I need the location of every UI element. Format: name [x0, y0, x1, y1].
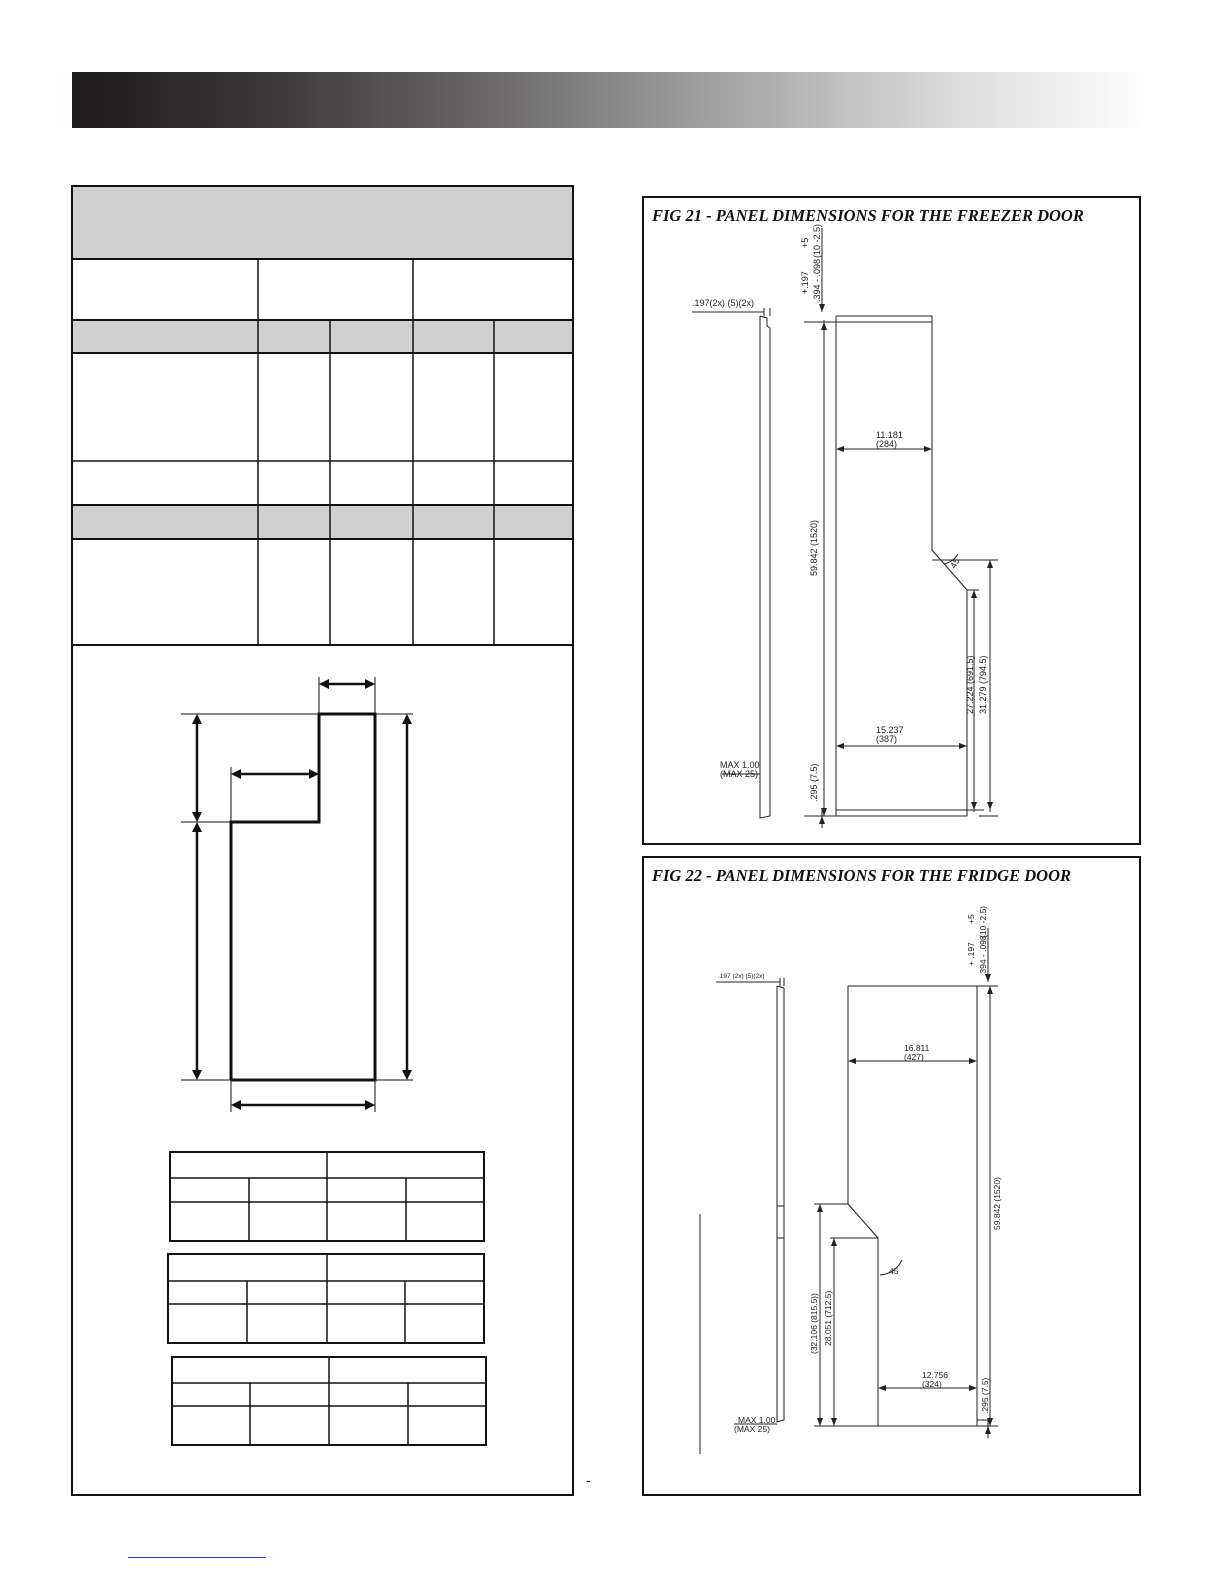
- fig22-width-upper-label: 16.811: [904, 1043, 930, 1053]
- fig21-max-label: MAX 1.00: [720, 760, 760, 770]
- section-header-bar: [72, 72, 1152, 128]
- table-title-row: [73, 187, 572, 259]
- fig21-height-lower-b-label: 31.279 (794.5): [978, 655, 988, 714]
- fig22-box: [642, 856, 1141, 1496]
- fig22-width-lower-mm-label: (324): [922, 1379, 942, 1389]
- fig22-title: FIG 22 - PANEL DIMENSIONS FOR THE FRIDGE DOOR: [652, 866, 1071, 885]
- fig21-bottom-gap-label: .295 (7.5): [809, 763, 819, 802]
- fig21-drawing: [644, 198, 1139, 843]
- fig21-tol-inch: .394 - .098: [812, 258, 822, 302]
- fig22-height-total-label: 59.842 (1520): [992, 1177, 1002, 1230]
- fig21-tol-range: (10 -2.5): [812, 223, 822, 258]
- spec-panel: [71, 185, 574, 1496]
- fig21-title: FIG 21 - PANEL DIMENSIONS FOR THE FREEZER DOOR: [652, 206, 1084, 225]
- fig22-bottom-gap-label: .295 (7.5): [980, 1377, 990, 1414]
- small-table-3: [172, 1357, 486, 1445]
- fig21-tol-inch-plus: +.197: [800, 271, 810, 294]
- fig22-gap-label: .197 (2x) (5)(2x): [718, 973, 765, 980]
- fig22-tol-inch: .394 - .098: [978, 935, 988, 976]
- fig21-width-lower-mm-label: (387): [876, 734, 898, 744]
- fig21-max-mm-label: (MAX 25): [720, 769, 759, 779]
- fig22-tol-range: (10 -2.5): [978, 905, 988, 938]
- fig21-width-lower-label: 15.237: [876, 725, 904, 735]
- fig21-height-lower-a-label: 27.224 (691.5): [965, 655, 975, 714]
- fig22-max-mm-label: (MAX 25): [734, 1424, 770, 1434]
- footer-link-underline[interactable]: [128, 1557, 266, 1558]
- table-subheader-row-2: [73, 505, 572, 539]
- fig21-height-total-label: 59.842 (1520): [809, 519, 819, 576]
- spec-table: [73, 187, 572, 1494]
- table-subheader-row: [73, 320, 572, 353]
- panel-outline-diagram: [181, 677, 413, 1112]
- fig21-tol-plus: +5: [800, 237, 810, 248]
- fig22-width-upper-mm-label: (427): [904, 1052, 924, 1062]
- fig22-tol-plus: +5: [966, 914, 976, 924]
- fig22-max-label: MAX 1.00: [738, 1415, 776, 1425]
- fig21-width-upper-mm-label: (284): [876, 439, 898, 449]
- fig21-box: [642, 196, 1141, 845]
- fig21-width-upper-label: 11.181: [876, 430, 903, 440]
- small-table-2: [168, 1254, 484, 1343]
- fig21-angle-label: 45: [948, 556, 962, 570]
- fig22-height-lower-a-label: (32.106 (815.5)): [809, 1293, 819, 1354]
- diagram-arrowheads: [192, 679, 412, 1110]
- small-table-1: [170, 1152, 484, 1241]
- page-mark: -: [586, 1472, 591, 1488]
- fig22-angle-label: 45: [889, 1266, 899, 1276]
- fig21-gap-label: .197(2x) (5)(2x): [692, 298, 755, 308]
- fig22-width-lower-label: 12.756: [922, 1370, 948, 1380]
- fig22-height-lower-b-label: 28.051 (712.5): [823, 1290, 833, 1346]
- fig22-tol-inch-plus: + .197: [966, 942, 976, 966]
- fig22-drawing: [644, 858, 1139, 1494]
